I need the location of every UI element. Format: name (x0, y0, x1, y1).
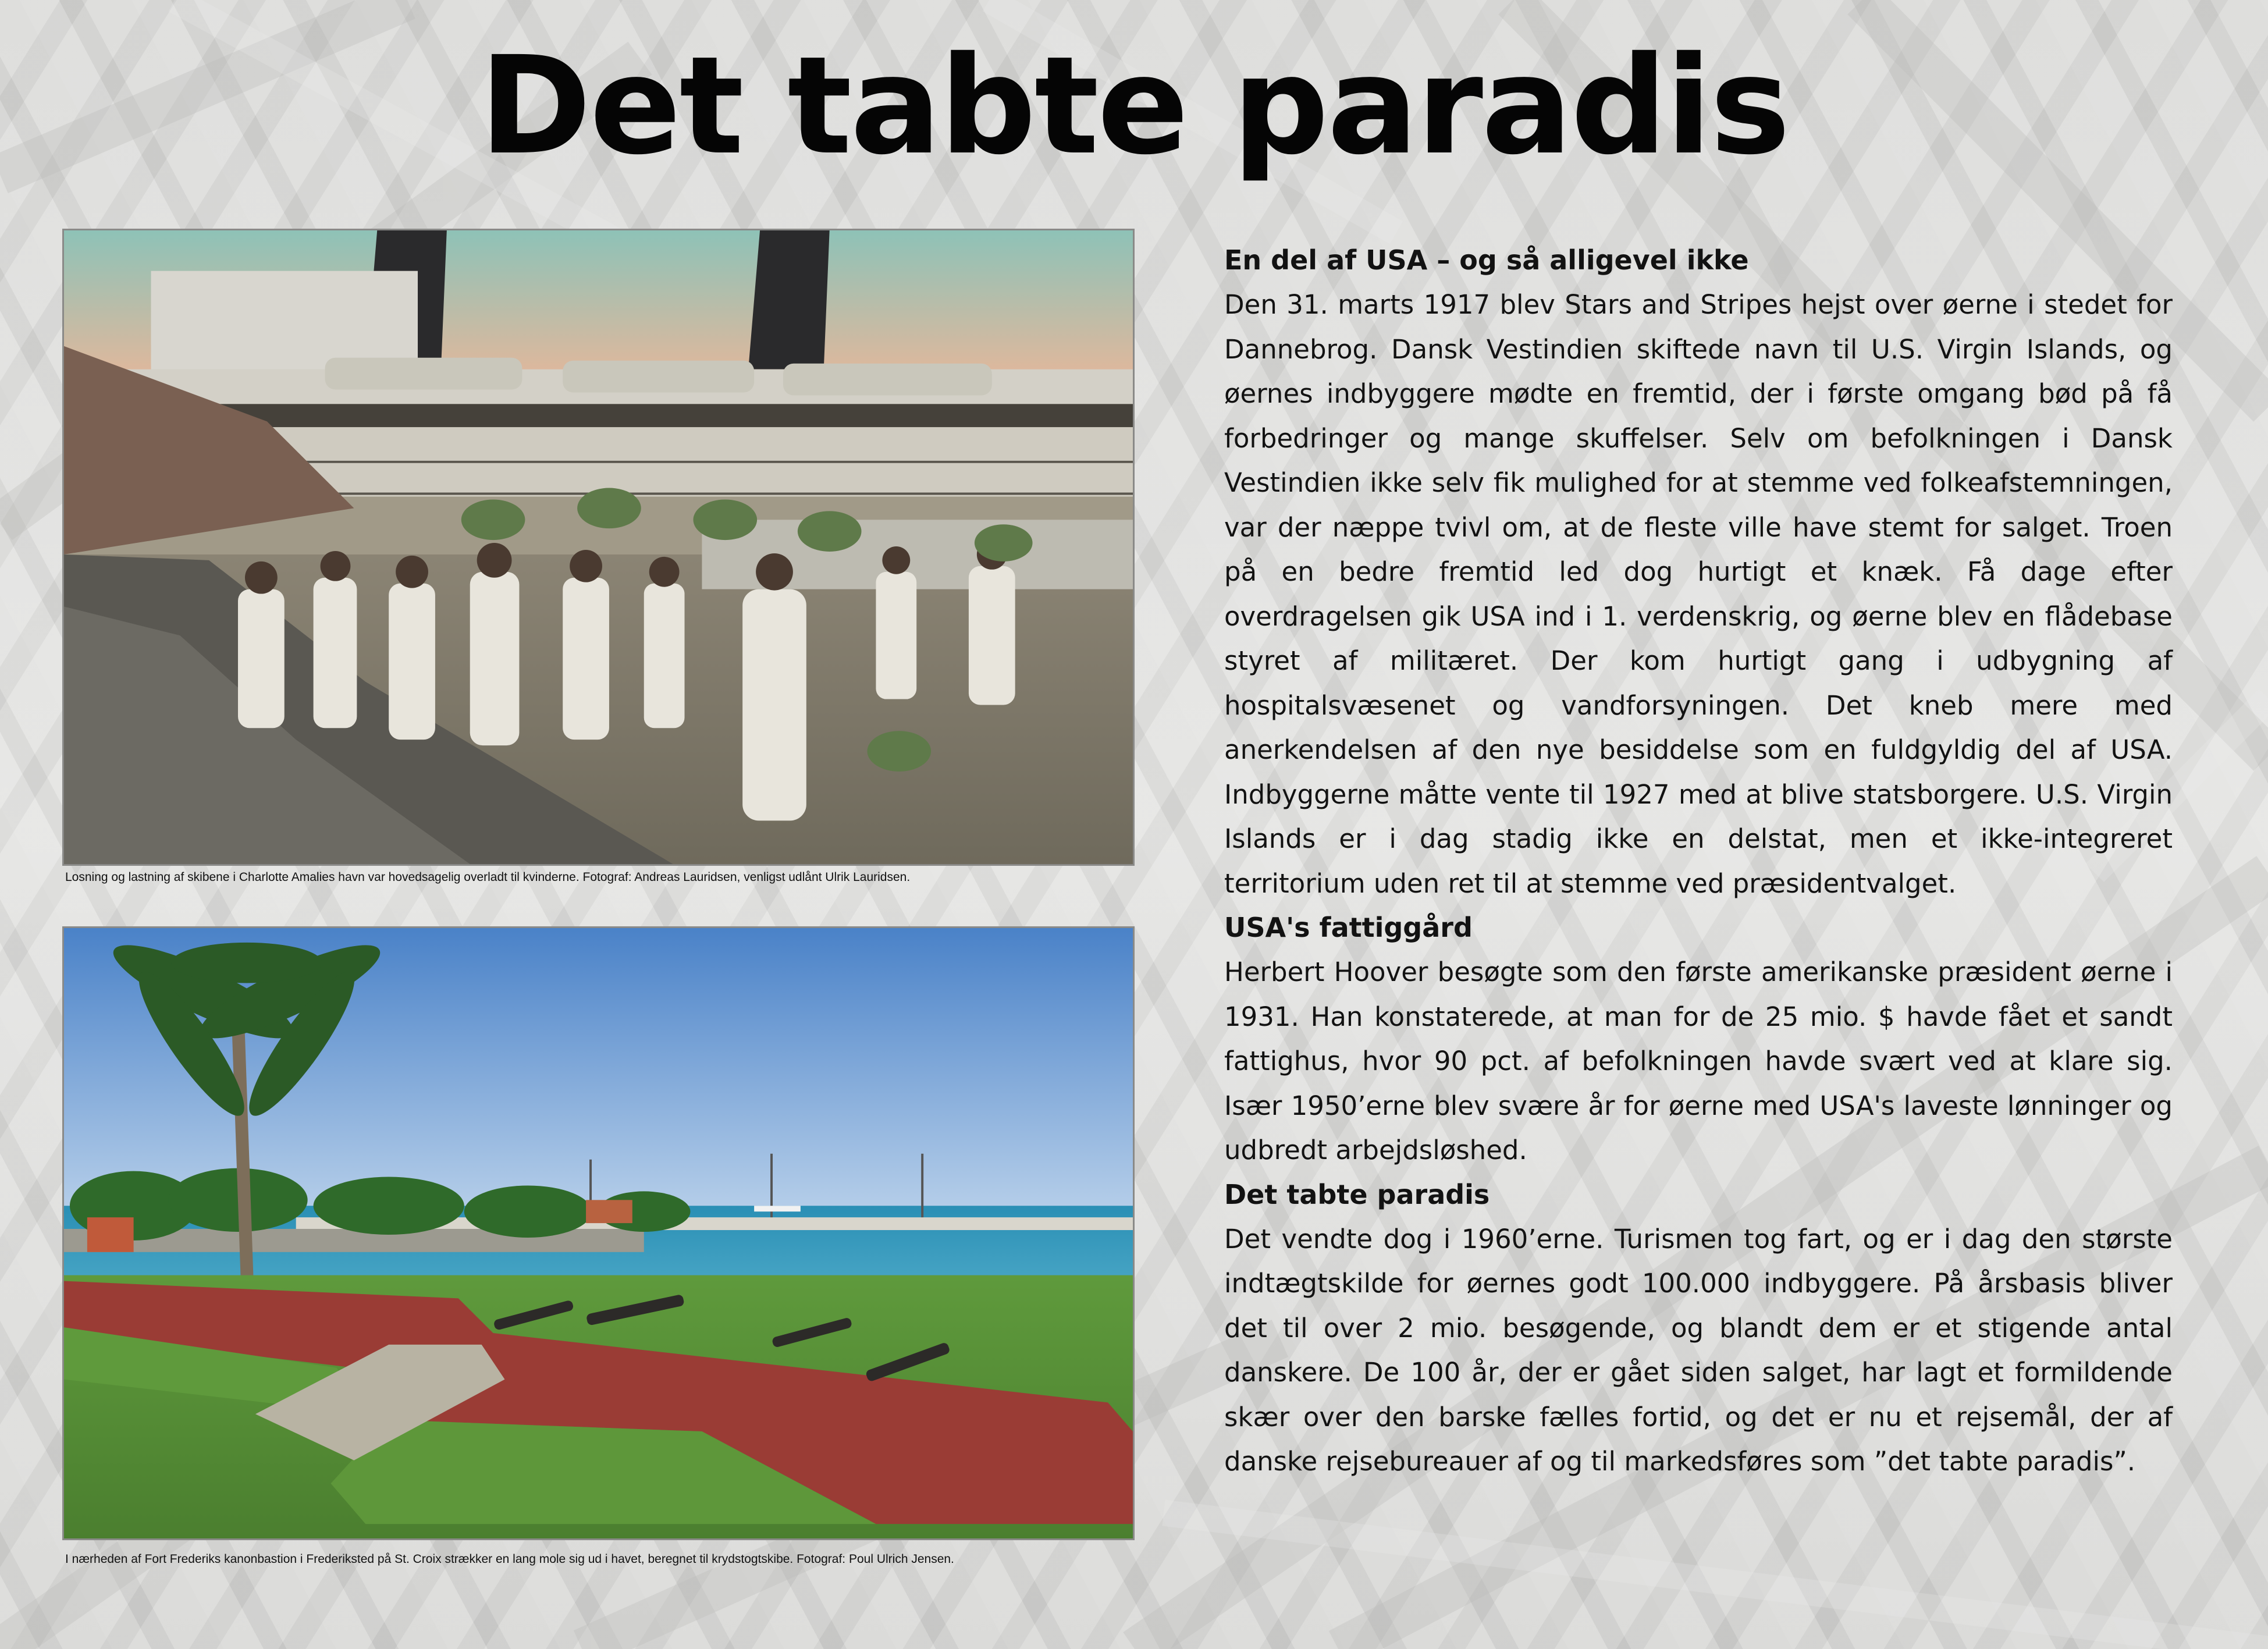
section-heading: En del af USA – og så alligevel ikke (1224, 244, 1749, 276)
section-heading: USA's fattiggård (1224, 912, 1473, 943)
harbor-workers-image (64, 230, 1133, 864)
section-heading: Det tabte paradis (1224, 1178, 1490, 1210)
photo2-caption: I nærheden af Fort Frederiks kanonbastion i Frederiksted på St. Croix strækker en lang mole sig ud i havet, beregnet til krydstogtskibe. Fotograf: Poul Ulrich Jensen. (65, 1552, 954, 1566)
section-usas-fattiggaard (1224, 907, 2173, 1173)
section-en-del-af-usa (1224, 240, 2173, 906)
section-body: Det vendte dog i 1960’erne. Turismen tog fart, og er i dag den største indtægtskilde for øernes godt 100.000 indbyggere. På årsbasis bliver det til over 2 mio. besøgende, og blandt dem er et stigende antal danskere. De 100 år, der er gået siden salget, har lagt et formildende skær over den barske fælles fortid, og det er nu et rejsemål, der af danske rejsebureauer af og til markedsføres som ”det tabte paradis”. (1224, 1223, 2173, 1477)
page-title: Det tabte paradis (479, 27, 1789, 184)
fort-cannon-image (64, 928, 1133, 1538)
photo1-caption: Losning og lastning af skibene i Charlotte Amalies havn var hovedsagelig overladt til kvinderne. Fotograf: Andreas Lauridsen, venligst udlånt Ulrik Lauridsen. (65, 870, 911, 884)
section-det-tabte-paradis (1224, 1174, 2173, 1484)
section-body: Den 31. marts 1917 blev Stars and Stripes hejst over øerne i stedet for Dannebrog. Dansk Vestindien skiftede navn til U.S. Virgin Islands, og øernes indbyggere mødte en fremtid, der i første omgang bød på få forbedringer og mange skuffelser. Selv om befolkningen i Dansk Vestindien ikke selv fik mulighed for at stemme ved folkeafstemningen, var der næppe tvivl om, at de fleste ville have stemt for salget. Troen på en bedre fremtid led dog hurtigt et knæk. Få dage efter overdragelsen gik USA ind i 1. verdenskrig, og øerne blev en flådebase styret af militæret. Der kom hurtigt gang i udbygning af hospitalsvæsenet og vandforsyningen. Det kneb mere med anerkendelsen af den nye besiddelse som en fuldgyldig del af USA. Indbyggerne måtte vente til 1927 med at blive statsborgere. U.S. Virgin Islands er i dag stadig ikke en delstat, men et ikke-integreret territorium uden ret til at stemme ved præsidentvalget. (1224, 289, 2173, 899)
article-text (1224, 240, 2173, 1485)
fort-cannon-photo (62, 926, 1135, 1540)
harbor-workers-photo (62, 229, 1135, 866)
section-body: Herbert Hoover besøgte som den første amerikanske præsident øerne i 1931. Han konstaterede, at man for de 25 mio. $ havde fået et sandt fattighus, hvor 90 pct. af befolkningen havde svært ved at klare sig. Især 1950’erne blev svære år for øerne med USA's laveste lønninger og udbredt arbejdsløshed. (1224, 957, 2173, 1165)
